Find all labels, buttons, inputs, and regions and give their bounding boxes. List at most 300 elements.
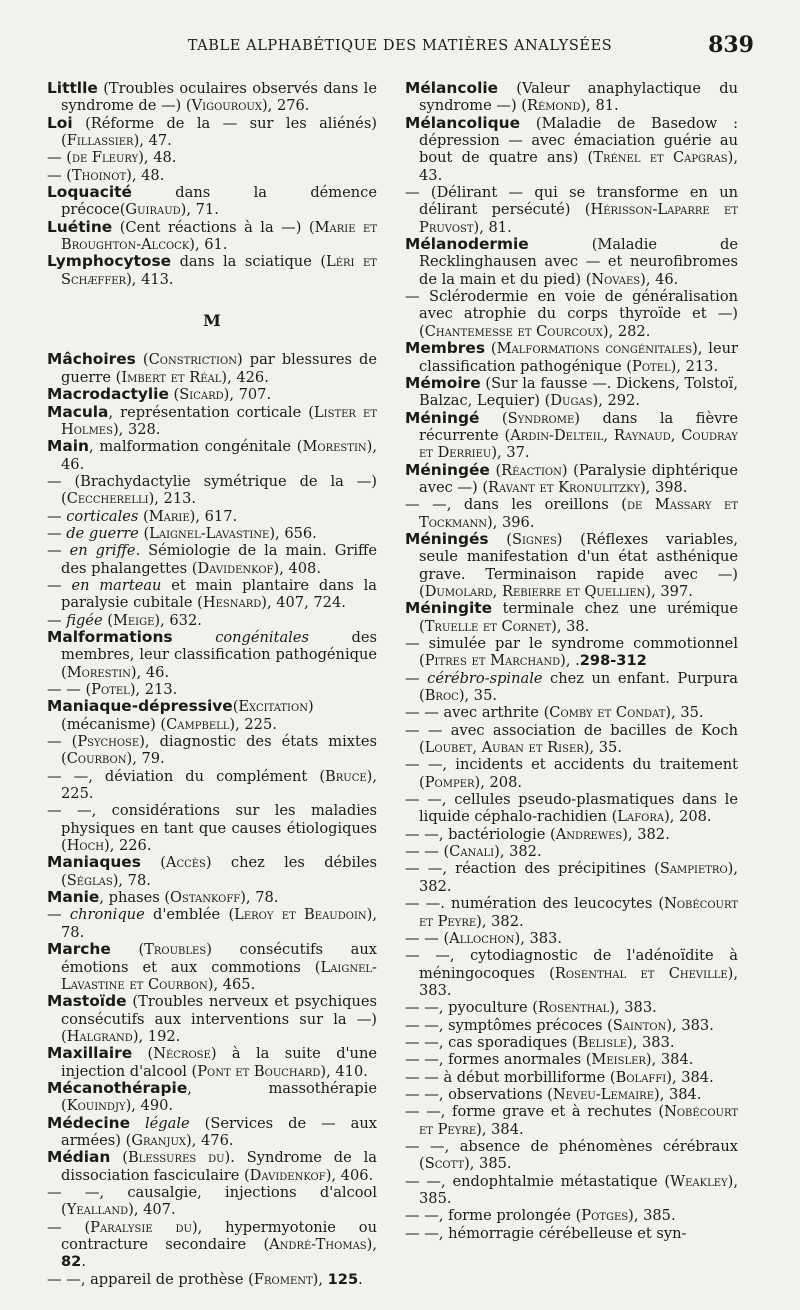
entry-text: (Valeur anaphylactique du syndrome —) ( bbox=[419, 80, 738, 115]
entry-text: (Troubles oculaires observés dans le syndrome de —) ( bbox=[61, 80, 377, 115]
entry-author: Belisle bbox=[577, 1033, 628, 1051]
entry-italic: chronique bbox=[69, 906, 145, 924]
entry-text: )(mécanisme) ( bbox=[61, 698, 314, 733]
entry-text: ), 47. bbox=[133, 132, 172, 150]
entry-text: . Sémiologie de la main. Griffe des phalangettes ( bbox=[61, 542, 378, 577]
entry-text: — bbox=[47, 611, 67, 629]
index-entry bbox=[47, 889, 377, 906]
entry-text bbox=[130, 1115, 145, 1132]
entry-text: ), 465. bbox=[207, 975, 256, 993]
entry-author: Potel bbox=[632, 357, 671, 375]
entry-text: ), 384. bbox=[476, 1120, 524, 1138]
entry-text: ), 383. bbox=[514, 929, 562, 947]
entry-author: Marie bbox=[148, 507, 190, 525]
index-entry bbox=[405, 930, 738, 947]
entry-text: ) dans la fièvre récurrente ( bbox=[419, 409, 738, 444]
index-entry bbox=[405, 1086, 738, 1103]
entry-text: ), 78. bbox=[240, 889, 279, 907]
entry-author: de Fleury bbox=[71, 149, 139, 167]
index-entry bbox=[405, 1173, 738, 1208]
index-entry bbox=[47, 629, 377, 681]
entry-text: — —, observations ( bbox=[405, 1085, 553, 1103]
index-entry bbox=[47, 802, 377, 854]
index-entry bbox=[405, 115, 738, 184]
entry-author: Rémond bbox=[526, 97, 581, 115]
entry-text: (Troubles nerveux et psychiques consécutifs aux interventions sur la —) ( bbox=[61, 993, 377, 1045]
entry-author: Signes bbox=[511, 530, 557, 548]
entry-text: — bbox=[47, 906, 70, 924]
index-entry bbox=[405, 375, 738, 410]
entry-text: — —, réaction des précipitines ( bbox=[405, 860, 660, 878]
entry-text: — — avec arthrite ( bbox=[405, 704, 550, 722]
index-entry bbox=[47, 1184, 377, 1219]
entry-headword: Loi bbox=[47, 113, 73, 132]
entry-author: Nécrose bbox=[153, 1045, 211, 1063]
entry-text: ), 382. bbox=[476, 912, 524, 930]
index-entry bbox=[47, 1149, 377, 1184]
entry-headword: Manie bbox=[47, 888, 100, 907]
entry-text: d'emblée ( bbox=[144, 906, 235, 924]
page-header bbox=[0, 32, 800, 62]
entry-author: Paralysie du bbox=[90, 1218, 192, 1236]
entry-text: ), 35. bbox=[583, 739, 622, 757]
entry-text: — —, déviation du complément ( bbox=[47, 767, 326, 785]
entry-author: Vigouroux bbox=[191, 97, 262, 115]
entry-text: ), 226. bbox=[104, 837, 152, 855]
entry-text: — ( bbox=[47, 166, 72, 184]
entry-text: — —, bactériologie ( bbox=[405, 825, 556, 843]
entry-headword: Mâchoires bbox=[47, 350, 136, 369]
index-entry bbox=[47, 768, 377, 803]
entry-text: — —, symptômes précoces ( bbox=[405, 1016, 613, 1034]
entry-author: Rosenthal et Cheville bbox=[554, 964, 728, 982]
entry-text: ), 46. bbox=[640, 270, 679, 288]
entry-text: . bbox=[575, 652, 580, 670]
index-entry bbox=[405, 600, 738, 635]
entry-author: Psychose bbox=[77, 733, 140, 751]
entry-author: Pont et Bouchard bbox=[197, 1062, 321, 1080]
entry-text: ( bbox=[138, 507, 149, 525]
entry-text: . bbox=[81, 1253, 86, 1271]
entry-text: ), 213. bbox=[129, 681, 178, 698]
entry-author: Halgrand bbox=[66, 1027, 133, 1045]
entry-text: ), 413. bbox=[126, 270, 174, 288]
entry-text: — —, hémorragie cérébelleuse et syn- bbox=[405, 1224, 687, 1242]
entry-author: Morestin bbox=[302, 438, 367, 456]
entry-author: Ardin-Delteil, Raynaud, Coudray et Derrieu bbox=[419, 426, 738, 462]
index-entry bbox=[405, 462, 738, 497]
entry-text: ), 407, 724. bbox=[261, 594, 346, 612]
index-entry bbox=[405, 1017, 738, 1034]
entry-headword: Membres bbox=[405, 339, 485, 358]
entry-text: — — ( bbox=[405, 843, 450, 861]
entry-text: — ( bbox=[47, 733, 78, 751]
entry-author: Nobécourt et Peyre bbox=[419, 895, 738, 930]
entry-text: , représentation corticale ( bbox=[108, 403, 314, 421]
entry-text: ), 385. bbox=[464, 1155, 512, 1173]
entry-author: Lister et Holmes bbox=[61, 403, 377, 438]
right-column bbox=[405, 80, 738, 1242]
entry-author: Hesnard bbox=[202, 594, 262, 612]
entry-text: ), diagnostic des états mixtes ( bbox=[61, 733, 377, 768]
index-entry bbox=[47, 508, 377, 525]
entry-author: Blessures du bbox=[127, 1149, 225, 1167]
index-entry bbox=[405, 496, 738, 531]
entry-text: ( bbox=[488, 530, 512, 548]
entry-text: (Cent réactions à la —) ( bbox=[112, 218, 315, 236]
entry-text: — —, cytodiagnostic de l'adénoïdite à méningocoques ( bbox=[405, 947, 738, 982]
entry-headword: Mélancolie bbox=[405, 79, 499, 97]
entry-text: ), 78. bbox=[61, 906, 377, 941]
entry-text: (Maladie de Basedow : dépression — avec émaciation guérie au bout de quatre ans) ( bbox=[419, 114, 738, 167]
entry-text: ), 61. bbox=[189, 236, 228, 254]
entry-italic: congénitales bbox=[215, 628, 309, 646]
entry-headword: Mélanodermie bbox=[405, 235, 529, 254]
entry-author: Froment bbox=[253, 1270, 313, 1288]
index-entry bbox=[47, 219, 377, 254]
entry-headword: Main bbox=[47, 437, 89, 456]
entry-text: ), 46. bbox=[61, 438, 377, 473]
entry-text: , massothérapie ( bbox=[61, 1079, 377, 1115]
entry-text: ( bbox=[479, 409, 508, 427]
entry-text: ) (Réflexes variables, seule manifestation d'un état asthénique grave. Terminaison rapide avec —) ( bbox=[419, 530, 738, 600]
entry-author: Ceccherelli bbox=[66, 490, 149, 508]
index-entry bbox=[405, 236, 738, 288]
index-entry bbox=[47, 167, 377, 184]
entry-author: Marie et Broughton-Alcock bbox=[61, 218, 377, 254]
entry-text: (Sur la fausse —. Dickens, Tolstoï, Balzac, Lequier) ( bbox=[419, 374, 738, 410]
entry-text: — —, absence de phénomènes cérébraux ( bbox=[405, 1137, 738, 1173]
entry-text: — —, pyoculture ( bbox=[405, 999, 538, 1017]
entry-text: . bbox=[358, 1270, 363, 1288]
index-entry bbox=[405, 80, 738, 115]
entry-text: ), 632. bbox=[154, 611, 202, 629]
index-entry bbox=[47, 115, 377, 150]
entry-author: Sainton bbox=[612, 1016, 667, 1034]
entry-headword: Malformations bbox=[47, 627, 173, 646]
entry-headword: Maniaque-dépressive bbox=[47, 697, 233, 716]
entry-author: Potel bbox=[91, 681, 130, 698]
index-entry bbox=[47, 473, 377, 508]
entry-headword: Mécanothérapie bbox=[47, 1078, 188, 1097]
entry-author: Fillassier bbox=[66, 132, 134, 150]
entry-author: Laignel-Lavastine bbox=[149, 524, 270, 542]
entry-text: ), 43. bbox=[419, 149, 738, 184]
entry-italic: en griffe bbox=[69, 542, 136, 560]
entry-text: ( bbox=[232, 698, 239, 716]
entry-author: Dugas bbox=[550, 392, 593, 410]
index-entry bbox=[47, 386, 377, 403]
entry-author: Yealland bbox=[66, 1201, 129, 1219]
entry-text: — —. numération des leucocytes ( bbox=[405, 895, 665, 913]
entry-author: Neveu-Lemaire bbox=[552, 1085, 655, 1103]
entry-author: Novaes bbox=[591, 270, 641, 288]
entry-author: Excitation bbox=[238, 698, 308, 716]
entry-headword: Mélancolique bbox=[405, 113, 521, 132]
entry-text: ( bbox=[102, 611, 113, 629]
entry-italic: en marteau bbox=[71, 576, 162, 594]
left-column bbox=[47, 80, 377, 1288]
index-entry bbox=[405, 670, 738, 705]
entry-text: ), 79. bbox=[126, 750, 165, 768]
entry-text: (Maladie de Recklinghausen avec — et neurofibromes de la main et du pied) ( bbox=[419, 236, 738, 288]
entry-author: Thoinot bbox=[71, 166, 127, 184]
entry-author: Scott bbox=[424, 1155, 465, 1173]
entry-text: ), 208. bbox=[664, 808, 712, 826]
entry-text: ), 208. bbox=[474, 773, 522, 791]
entry-text: — ( bbox=[47, 1218, 91, 1236]
entry-text: ), 382. bbox=[494, 843, 542, 861]
entry-text: ), leur classification pathogénique ( bbox=[419, 340, 738, 375]
index-entry bbox=[405, 860, 738, 895]
entry-text: ), 81. bbox=[580, 97, 619, 115]
entry-headword: Médian bbox=[47, 1148, 111, 1167]
index-entry bbox=[405, 722, 738, 757]
entry-text: ), 383. bbox=[627, 1033, 675, 1051]
entry-author: Canali bbox=[449, 843, 495, 861]
index-entry bbox=[405, 791, 738, 826]
entry-text: ), 617. bbox=[189, 507, 238, 525]
entry-author: Bolaffi bbox=[615, 1068, 667, 1086]
entry-author: Loubet, Auban et Riser bbox=[424, 739, 584, 757]
entry-text: (Réforme de la — sur les aliénés) ( bbox=[61, 114, 377, 150]
entry-text: — bbox=[47, 542, 70, 560]
entry-text: , phases ( bbox=[99, 889, 171, 907]
entry-author: Constriction bbox=[148, 351, 237, 369]
entry-text: — bbox=[47, 524, 67, 542]
entry-text: ), 213. bbox=[148, 490, 197, 508]
entry-text: ( bbox=[140, 854, 166, 872]
entry-text: — —, appareil de prothèse ( bbox=[47, 1270, 254, 1288]
entry-author: Sicard bbox=[179, 386, 224, 404]
index-entry bbox=[405, 1225, 738, 1242]
index-entry bbox=[405, 340, 738, 375]
entry-text: des membres, leur classification pathogénique ( bbox=[61, 628, 378, 681]
page-number: 839 bbox=[708, 32, 754, 58]
entry-text: — bbox=[405, 669, 428, 687]
entry-author: Rosenthal bbox=[537, 999, 610, 1017]
entry-text: ), 384. bbox=[654, 1085, 702, 1103]
index-entry bbox=[47, 1045, 377, 1080]
index-entry bbox=[47, 612, 377, 629]
index-entry bbox=[47, 577, 377, 612]
entry-text: ), 328. bbox=[112, 420, 161, 438]
entry-text: ), bbox=[366, 1236, 377, 1253]
entry-text: — bbox=[47, 576, 72, 594]
entry-text: — —, forme prolongée ( bbox=[405, 1207, 582, 1225]
entry-author: Ostankoff bbox=[170, 889, 241, 907]
entry-text: ), 407. bbox=[128, 1201, 176, 1219]
entry-author: Laignel-Lavastine et Courbon bbox=[61, 958, 377, 993]
entry-author: Réaction bbox=[501, 461, 562, 479]
entry-author: de Massary et Tockmann bbox=[419, 496, 739, 531]
entry-author: Pomper bbox=[424, 773, 475, 791]
index-entry bbox=[47, 1115, 377, 1150]
index-entry bbox=[47, 698, 377, 733]
running-title: TABLE ALPHABÉTIQUE DES MATIÈRES ANALYSÉES bbox=[187, 38, 613, 54]
entry-author: Malformations congénitales bbox=[496, 340, 693, 358]
entry-text: ), bbox=[560, 652, 576, 670]
entry-text: — —, considérations sur les maladies physiques en tant que causes étiologiques ( bbox=[47, 802, 377, 855]
entry-text: — (Brachydactylie symétrique de la —) ( bbox=[47, 472, 377, 508]
entry-author: Guiraud bbox=[125, 201, 181, 219]
entry-author: Comby et Condat bbox=[549, 704, 666, 722]
entry-text: terminale chez une urémique ( bbox=[419, 600, 738, 635]
index-entry bbox=[47, 351, 377, 386]
entry-text: ), 282. bbox=[602, 322, 651, 340]
entry-bold-page: 82 bbox=[61, 1253, 82, 1271]
entry-text: ), 385. bbox=[419, 1172, 738, 1207]
entry-author: Trénel et Capgras bbox=[593, 149, 728, 167]
entry-author: Davidenkof bbox=[249, 1166, 326, 1184]
entry-headword: Maxillaire bbox=[47, 1044, 133, 1063]
index-entry bbox=[405, 1069, 738, 1086]
entry-text: ( bbox=[138, 524, 150, 542]
entry-headword: Littlle bbox=[47, 79, 98, 97]
entry-author: Courbon bbox=[66, 750, 127, 768]
entry-author: Nobécourt et Peyre bbox=[419, 1103, 738, 1138]
index-entry bbox=[405, 895, 738, 930]
index-entry bbox=[405, 1034, 738, 1051]
entry-text: ), 396. bbox=[487, 513, 535, 531]
entry-text bbox=[173, 629, 216, 646]
index-entry bbox=[47, 681, 377, 698]
entry-author: Séglas bbox=[66, 871, 113, 889]
index-entry bbox=[405, 826, 738, 843]
entry-text: ), 48. bbox=[126, 166, 165, 184]
entry-text: — —, formes anormales ( bbox=[405, 1051, 592, 1069]
entry-headword: Méningé bbox=[405, 408, 480, 427]
entry-text: ), 225. bbox=[229, 715, 277, 733]
entry-headword: Luétine bbox=[47, 217, 113, 236]
entry-text: — — avec association de bacilles de Koch ( bbox=[405, 721, 738, 757]
entry-text: ), 426. bbox=[221, 368, 269, 386]
entry-text: ( bbox=[132, 1045, 154, 1063]
entry-author: Bruce bbox=[325, 767, 367, 785]
entry-text: ), 656. bbox=[269, 524, 317, 542]
entry-text: ), 707. bbox=[223, 386, 272, 404]
entry-text: dans la sciatique ( bbox=[171, 253, 327, 271]
index-entry bbox=[405, 999, 738, 1016]
entry-text: ) consécutifs aux émotions et aux commotions ( bbox=[61, 941, 377, 976]
entry-text: ) chez les débiles ( bbox=[61, 854, 377, 889]
entry-author: Andrewes bbox=[555, 825, 623, 843]
index-entry bbox=[47, 438, 377, 473]
entry-text: ). Syndrome de la dissociation fasciculaire ( bbox=[61, 1149, 377, 1184]
entry-author: Hérisson-Laparre et Pruvost bbox=[419, 201, 738, 236]
entry-author: Imbert et Réal bbox=[121, 368, 222, 386]
entry-text: ), 81. bbox=[473, 218, 512, 236]
entry-text: — — à début morbilliforme ( bbox=[405, 1068, 616, 1086]
section-letter: M bbox=[203, 311, 221, 331]
entry-text: ), 490. bbox=[125, 1097, 174, 1115]
entry-author: André-Thomas bbox=[269, 1236, 367, 1253]
entry-text: chez un enfant. Purpura ( bbox=[419, 669, 739, 705]
entry-italic: figée bbox=[66, 611, 103, 629]
entry-headword: Méningite bbox=[405, 599, 493, 618]
entry-text: ) par blessures de guerre ( bbox=[61, 351, 377, 386]
entry-text: ( bbox=[110, 941, 145, 959]
index-entry bbox=[405, 704, 738, 721]
entry-headword: Médecine bbox=[47, 1113, 131, 1132]
entry-headword: Mémoire bbox=[405, 373, 481, 392]
entry-author: Meige bbox=[112, 611, 155, 629]
entry-headword: Lymphocytose bbox=[47, 252, 172, 271]
entry-text: (Services de — aux armées) ( bbox=[61, 1114, 377, 1149]
entry-text: ), 37. bbox=[491, 444, 530, 462]
entry-text: ), 384. bbox=[666, 1068, 714, 1086]
entry-text: ), 78. bbox=[112, 871, 151, 889]
entry-text: ), 292. bbox=[592, 392, 640, 410]
entry-text: ), 406. bbox=[325, 1166, 374, 1184]
entry-headword: Loquacité bbox=[47, 183, 132, 202]
entry-text: ), 46. bbox=[130, 663, 170, 681]
index-entry bbox=[47, 906, 377, 941]
entry-text: ), 410. bbox=[320, 1062, 368, 1080]
entry-text: , malformation congénitale ( bbox=[88, 438, 303, 456]
entry-text: — —, endophtalmie métastatique ( bbox=[405, 1172, 671, 1190]
entry-text: ), 382. bbox=[419, 860, 738, 895]
entry-text: — —, causalgie, injections d'alcool ( bbox=[47, 1183, 377, 1219]
index-entry bbox=[47, 1080, 377, 1115]
entry-author: Sampietro bbox=[659, 860, 728, 878]
entry-text: — bbox=[47, 507, 67, 525]
index-entry bbox=[405, 410, 738, 462]
entry-text: — —, cellules pseudo-plasmatiques dans le liquide céphalo-rachidien ( bbox=[405, 791, 738, 826]
entry-text: ), 71. bbox=[180, 201, 219, 219]
entry-headword: Marche bbox=[47, 940, 111, 959]
index-entry bbox=[47, 542, 377, 577]
entry-text: ), 408. bbox=[273, 559, 321, 577]
index-entry bbox=[405, 1103, 738, 1138]
entry-author: Dumolard, Rebierre et Quellien bbox=[424, 582, 646, 600]
index-entry bbox=[405, 1051, 738, 1068]
entry-author: Syndrome bbox=[507, 409, 575, 427]
entry-text: ), 383. bbox=[666, 1016, 714, 1034]
entry-author: Truelle et Cornet bbox=[424, 617, 552, 635]
entry-text: ( bbox=[489, 461, 502, 479]
index-entry bbox=[405, 843, 738, 860]
entry-text: ), 383. bbox=[419, 964, 738, 999]
entry-text: ), 398. bbox=[639, 478, 688, 496]
index-entry bbox=[47, 404, 377, 439]
index-entry bbox=[405, 635, 738, 670]
entry-text: ) à la suite d'une injection d'alcool ( bbox=[61, 1045, 377, 1080]
index-entry bbox=[47, 525, 377, 542]
entry-text: ), 225. bbox=[61, 767, 377, 803]
entry-author: Leroy et Beaudoin bbox=[234, 906, 367, 924]
index-entry bbox=[405, 1138, 738, 1173]
entry-text: — —, incidents et accidents du traitement ( bbox=[405, 756, 738, 791]
index-entry bbox=[47, 854, 377, 889]
index-entry bbox=[47, 993, 377, 1045]
index-entry bbox=[405, 184, 738, 236]
index-entry bbox=[47, 149, 377, 166]
entry-text: ), 35. bbox=[665, 704, 704, 722]
entry-author: Davidenkof bbox=[197, 559, 274, 577]
entry-text: ), 397. bbox=[645, 582, 693, 600]
entry-text: dans la démence précoce( bbox=[61, 184, 377, 219]
index-entry bbox=[405, 288, 738, 340]
index-entry bbox=[47, 733, 377, 768]
index-entry bbox=[405, 1207, 738, 1224]
entry-headword: Macrodactylie bbox=[47, 385, 169, 404]
entry-headword: Méningée bbox=[405, 460, 490, 479]
entry-author: Léri et Schæffer bbox=[61, 253, 377, 288]
entry-italic: légale bbox=[145, 1114, 190, 1132]
index-entry bbox=[47, 1271, 377, 1288]
index-entry bbox=[47, 80, 377, 115]
